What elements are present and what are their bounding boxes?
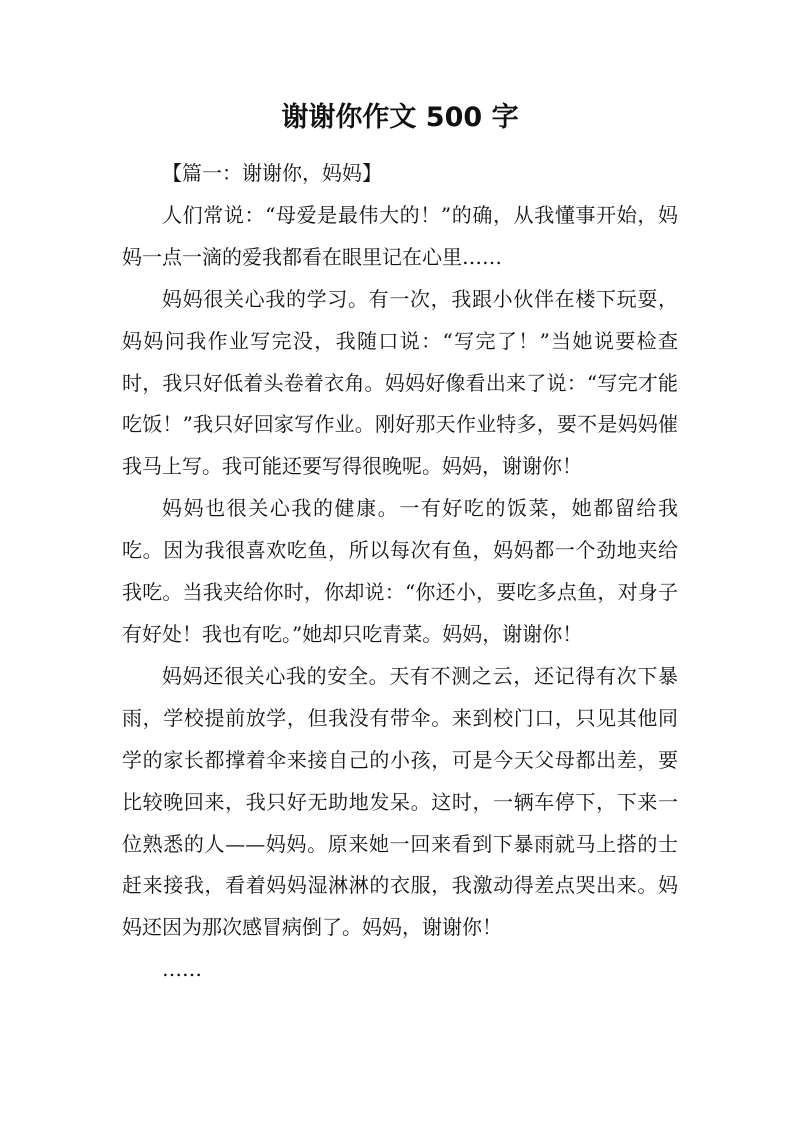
document-title: 谢谢你作文 500 字: [281, 102, 519, 133]
section-heading: 【篇一：谢谢你，妈妈】: [162, 161, 382, 185]
paragraph-health: 妈妈也很关心我的健康。一有好吃的饭菜，她都留给我吃。因为我很喜欢吃鱼，所以每次有鱼，妈妈都一个劲地夹给我吃。当我夹给你时，你却说：“你还小，要吃多点鱼，对身子有好处！我也有吃。”她却只吃青菜。妈妈，谢谢你！: [122, 496, 678, 646]
document-body: [122, 153, 678, 991]
paragraph-safety: 妈妈还很关心我的安全。天有不测之云，还记得有次下暴雨，学校提前放学，但我没有带伞。来到校门口，只见其他同学的家长都撑着伞来接自己的小孩，可是今天父母都出差，要比较晚回来，我只好无助地发呆。这时，一辆车停下，下来一位熟悉的人——妈妈。原来她一回来看到下暴雨就马上搭的士赶来接我，看着妈妈湿淋淋的衣服，我激动得差点哭出来。妈妈还因为那次感冒病倒了。妈妈，谢谢你！: [122, 663, 678, 940]
paragraph-intro: 人们常说：“母爱是最伟大的！”的确，从我懂事开始，妈妈一点一滴的爱我都看在眼里记在心里……: [122, 202, 678, 269]
paragraph-study: 妈妈很关心我的学习。有一次，我跟小伙伴在楼下玩耍，妈妈问我作业写完没，我随口说：“写完了！”当她说要检查时，我只好低着头卷着衣角。妈妈好像看出来了说：“写完才能吃饭！”我只好回家写作业。刚好那天作业特多，要不是妈妈催我马上写。我可能还要写得很晚呢。妈妈，谢谢你！: [122, 286, 678, 479]
paragraph-ellipsis: ……: [162, 957, 202, 982]
